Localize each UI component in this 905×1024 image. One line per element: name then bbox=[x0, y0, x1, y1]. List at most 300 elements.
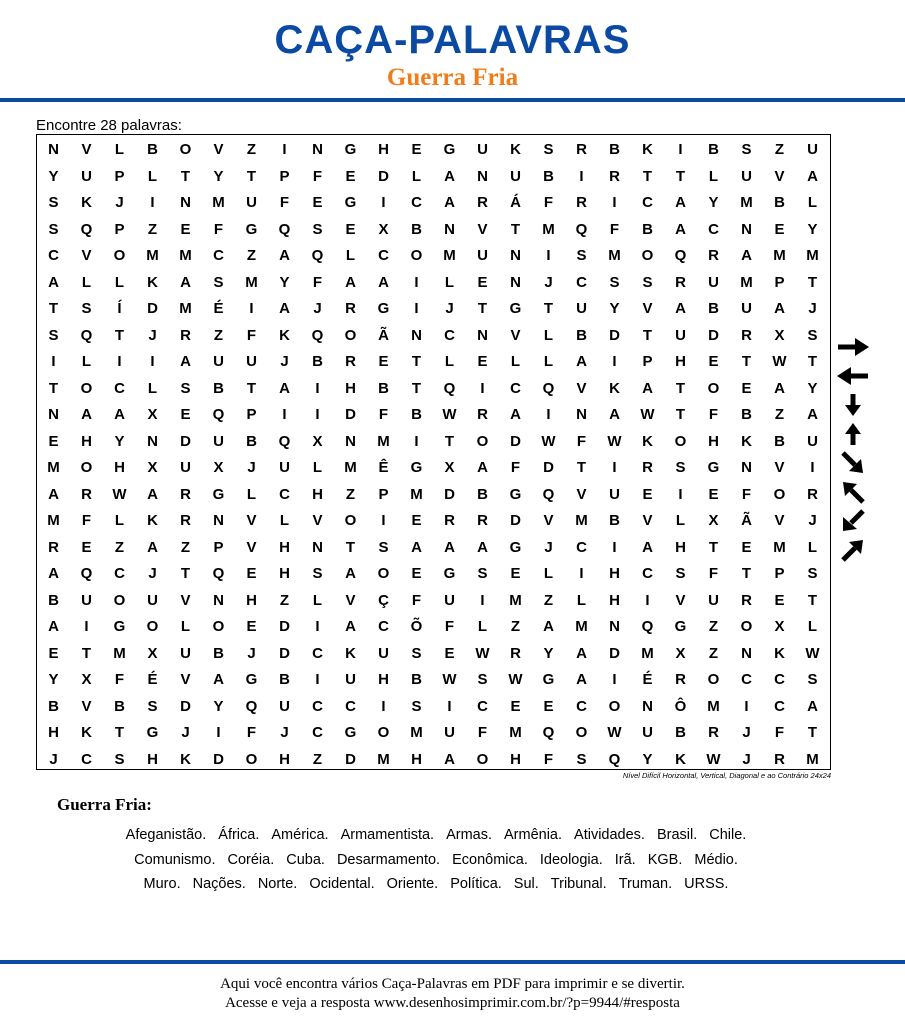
grid-cell: U bbox=[807, 141, 818, 158]
grid-cell: X bbox=[213, 459, 224, 476]
grid-cell: N bbox=[147, 432, 158, 450]
grid-cell: A bbox=[774, 300, 785, 317]
grid-cell: M bbox=[806, 247, 819, 264]
grid-cell: I bbox=[150, 353, 155, 370]
grid-cell: H bbox=[48, 724, 59, 741]
grid-cell: P bbox=[246, 406, 257, 423]
grid-cell: M bbox=[146, 247, 159, 264]
grid-cell: N bbox=[411, 326, 422, 344]
grid-cell: E bbox=[81, 538, 92, 556]
grid-cell: H bbox=[279, 538, 290, 556]
grid-cell: Q bbox=[311, 247, 324, 264]
grid-cell: A bbox=[642, 538, 653, 556]
grid-cell: N bbox=[510, 247, 521, 264]
grid-cell: F bbox=[411, 591, 422, 609]
grid-cell: M bbox=[443, 247, 456, 264]
grid-cell: A bbox=[774, 379, 785, 397]
word-list-item: Comunismo. bbox=[134, 851, 216, 868]
grid-cell: F bbox=[312, 273, 323, 291]
grid-cell: I bbox=[744, 697, 749, 715]
grid-cell: P bbox=[642, 353, 653, 370]
grid-cell: Z bbox=[114, 538, 125, 556]
grid-cell: I bbox=[315, 671, 320, 688]
grid-cell: N bbox=[741, 459, 752, 476]
grid-cell: E bbox=[246, 565, 257, 582]
grid-cell: B bbox=[312, 353, 323, 370]
grid-cell: D bbox=[279, 618, 290, 635]
grid-cell: L bbox=[444, 273, 455, 291]
grid-cell: E bbox=[48, 644, 59, 662]
grid-cell: L bbox=[246, 485, 257, 503]
grid-cell: J bbox=[808, 300, 817, 317]
grid-cell: T bbox=[246, 379, 257, 397]
grid-cell: B bbox=[675, 724, 686, 741]
grid-cell: M bbox=[47, 459, 60, 476]
grid-cell: V bbox=[543, 512, 554, 529]
grid-cell: R bbox=[576, 141, 587, 158]
grid-cell: T bbox=[642, 167, 653, 185]
grid-cell: S bbox=[807, 326, 818, 344]
grid-cell: X bbox=[81, 671, 92, 688]
grid-cell: J bbox=[148, 565, 157, 582]
grid-cell: H bbox=[81, 432, 92, 450]
grid-cell: B bbox=[213, 379, 224, 397]
word-list-item: Médio. bbox=[694, 851, 738, 868]
grid-cell: Z bbox=[246, 247, 257, 264]
grid-cell: E bbox=[708, 485, 719, 503]
grid-cell: T bbox=[675, 406, 686, 423]
grid-cell: D bbox=[510, 512, 521, 529]
grid-cell: I bbox=[579, 167, 584, 185]
grid-cell: I bbox=[579, 565, 584, 582]
grid-cell: I bbox=[282, 141, 287, 158]
grid-cell: L bbox=[510, 353, 521, 370]
grid-cell: O bbox=[377, 565, 390, 582]
grid-cell: I bbox=[51, 353, 56, 370]
grid-cell: Q bbox=[80, 565, 93, 582]
grid-cell: Ã bbox=[741, 512, 752, 529]
grid-cell: I bbox=[480, 379, 485, 397]
grid-cell: I bbox=[612, 353, 617, 370]
grid-cell: A bbox=[477, 459, 488, 476]
grid-cell: J bbox=[181, 724, 190, 741]
grid-cell: L bbox=[81, 273, 92, 291]
grid-cell: P bbox=[114, 220, 125, 238]
grid-cell: S bbox=[378, 538, 389, 556]
grid-cell: C bbox=[378, 247, 389, 264]
grid-cell: I bbox=[381, 697, 386, 715]
word-list-item: Armênia. bbox=[504, 827, 563, 843]
grid-cell: S bbox=[48, 220, 59, 238]
grid-cell: L bbox=[543, 353, 554, 370]
grid-cell: Q bbox=[608, 750, 621, 768]
grid-cell: R bbox=[477, 406, 488, 423]
grid-cell: R bbox=[180, 326, 191, 344]
grid-cell: I bbox=[84, 618, 89, 635]
grid-cell: Y bbox=[543, 644, 554, 662]
grid-cell: K bbox=[675, 750, 686, 768]
grid-cell: A bbox=[576, 671, 587, 688]
grid-cell: M bbox=[608, 247, 621, 264]
grid-cell: G bbox=[245, 220, 258, 238]
grid-cell: L bbox=[444, 353, 455, 370]
grid-cell: R bbox=[642, 459, 653, 476]
grid-cell: K bbox=[147, 512, 158, 529]
grid-cell: G bbox=[212, 485, 225, 503]
arrow-up-icon bbox=[835, 422, 871, 446]
grid-cell: B bbox=[48, 591, 59, 609]
grid-cell: C bbox=[48, 247, 59, 264]
grid-cell: U bbox=[444, 591, 455, 609]
grid-cell: U bbox=[807, 432, 818, 450]
header-divider bbox=[0, 98, 905, 102]
grid-cell: B bbox=[411, 406, 422, 423]
grid-cell: V bbox=[81, 697, 92, 715]
grid-cell: Z bbox=[312, 750, 323, 768]
grid-cell: R bbox=[708, 247, 719, 264]
grid-cell: Y bbox=[279, 273, 290, 291]
grid-cell: B bbox=[378, 379, 389, 397]
grid-cell: A bbox=[807, 167, 818, 185]
grid-cell: E bbox=[642, 485, 653, 503]
grid-cell: M bbox=[509, 724, 522, 741]
grid-cell: O bbox=[707, 379, 720, 397]
grid-cell: S bbox=[477, 671, 488, 688]
grid-cell: F bbox=[609, 220, 620, 238]
grid-cell: B bbox=[576, 326, 587, 344]
grid-cell: W bbox=[607, 724, 622, 741]
grid-cell: C bbox=[741, 671, 752, 688]
word-list-item: Cuba. bbox=[286, 851, 325, 868]
grid-cell: H bbox=[675, 353, 686, 370]
grid-cell: A bbox=[213, 671, 224, 688]
grid-cell: S bbox=[147, 697, 158, 715]
grid-cell: S bbox=[807, 671, 818, 688]
word-list-item: Atividades. bbox=[574, 827, 645, 843]
grid-cell: Q bbox=[212, 565, 225, 582]
grid-cell: O bbox=[773, 485, 786, 503]
grid-cell: T bbox=[807, 273, 818, 291]
grid-cell: Y bbox=[807, 379, 818, 397]
grid-cell: B bbox=[774, 194, 785, 211]
grid-cell: F bbox=[510, 459, 521, 476]
grid-cell: H bbox=[345, 379, 356, 397]
grid-cell: I bbox=[150, 194, 155, 211]
grid-cell: S bbox=[48, 194, 59, 211]
grid-cell: O bbox=[575, 724, 588, 741]
grid-cell: D bbox=[180, 432, 191, 450]
grid-cell: U bbox=[576, 300, 587, 317]
grid-cell: A bbox=[741, 247, 752, 264]
grid-cell: V bbox=[774, 512, 785, 529]
grid-cell: S bbox=[741, 141, 752, 158]
grid-cell: V bbox=[576, 485, 587, 503]
grid-cell: C bbox=[576, 697, 587, 715]
grid-cell: N bbox=[48, 141, 59, 158]
grid-cell: E bbox=[708, 353, 719, 370]
grid-cell: U bbox=[477, 141, 488, 158]
grid-cell: J bbox=[742, 750, 751, 768]
grid-cell: Ô bbox=[674, 697, 687, 715]
grid-cell: O bbox=[410, 247, 423, 264]
grid-cell: M bbox=[641, 644, 654, 662]
word-list-title: Guerra Fria: bbox=[57, 795, 152, 814]
grid-cell: Q bbox=[542, 485, 555, 503]
grid-cell: R bbox=[510, 644, 521, 662]
grid-cell: E bbox=[774, 591, 785, 609]
grid-cell: C bbox=[642, 565, 653, 582]
grid-cell: N bbox=[576, 406, 587, 423]
grid-cell: A bbox=[378, 273, 389, 291]
grid-cell: N bbox=[477, 167, 488, 185]
grid-cell: X bbox=[312, 432, 323, 450]
grid-cell: Y bbox=[642, 750, 653, 768]
grid-cell: O bbox=[674, 432, 687, 450]
grid-cell: A bbox=[345, 618, 356, 635]
grid-cell: F bbox=[114, 671, 125, 688]
grid-cell: P bbox=[213, 538, 224, 556]
grid-cell: G bbox=[146, 724, 159, 741]
grid-cell: D bbox=[444, 485, 455, 503]
grid-cell: T bbox=[180, 565, 191, 582]
word-list-item: Ideologia. bbox=[539, 851, 603, 868]
grid-cell: V bbox=[576, 379, 587, 397]
grid-cell: T bbox=[411, 379, 422, 397]
grid-cell: C bbox=[345, 697, 356, 715]
grid-cell: Z bbox=[774, 141, 785, 158]
grid-cell: G bbox=[344, 194, 357, 211]
grid-cell: U bbox=[510, 167, 521, 185]
grid-cell: V bbox=[675, 591, 686, 609]
grid-cell: A bbox=[609, 406, 620, 423]
grid-cell: T bbox=[807, 724, 818, 741]
grid-cell: A bbox=[807, 697, 818, 715]
grid-cell: Z bbox=[510, 618, 521, 635]
arrow-down-right-icon bbox=[835, 451, 871, 475]
grid-cell: A bbox=[444, 750, 455, 768]
grid-cell: S bbox=[411, 697, 422, 715]
grid-cell: É bbox=[642, 671, 653, 688]
grid-cell: G bbox=[509, 538, 522, 556]
grid-cell: V bbox=[642, 512, 653, 529]
grid-cell: K bbox=[642, 141, 653, 158]
grid-cell: F bbox=[741, 485, 752, 503]
grid-cell: R bbox=[180, 485, 191, 503]
page-subtitle: Guerra Fria bbox=[386, 64, 519, 91]
grid-cell: U bbox=[279, 459, 290, 476]
grid-cell: Q bbox=[443, 379, 456, 397]
grid-cell: E bbox=[48, 432, 59, 450]
grid-cell: T bbox=[510, 220, 521, 238]
grid-cell: E bbox=[345, 220, 356, 238]
footer bbox=[0, 975, 905, 1012]
grid-cell: J bbox=[544, 538, 553, 556]
grid-cell: O bbox=[146, 618, 159, 635]
grid-cell: E bbox=[510, 697, 521, 715]
grid-cell: F bbox=[543, 194, 554, 211]
grid-cell: N bbox=[642, 697, 653, 715]
grid-cell: H bbox=[246, 591, 257, 609]
grid-cell: C bbox=[312, 644, 323, 662]
grid-cell: R bbox=[81, 485, 92, 503]
grid-cell: Q bbox=[278, 432, 291, 450]
grid-cell: M bbox=[377, 750, 390, 768]
grid-cell: J bbox=[313, 300, 322, 317]
grid-cell: I bbox=[810, 459, 815, 476]
grid-cell: T bbox=[114, 724, 125, 741]
grid-cell: E bbox=[510, 565, 521, 582]
grid-cell: P bbox=[378, 485, 389, 503]
grid-cell: T bbox=[246, 167, 257, 185]
grid-cell: R bbox=[741, 326, 752, 344]
grid-cell: C bbox=[279, 485, 290, 503]
grid-cell: B bbox=[48, 697, 59, 715]
grid-cell: A bbox=[81, 406, 92, 423]
grid-cell: F bbox=[213, 220, 224, 238]
grid-cell: E bbox=[378, 353, 389, 370]
grid-cell: A bbox=[675, 220, 686, 238]
grid-cell: S bbox=[114, 750, 125, 768]
grid-cell: C bbox=[774, 697, 785, 715]
grid-cell: G bbox=[245, 671, 258, 688]
grid-cell: V bbox=[246, 538, 257, 556]
grid-cell: Y bbox=[807, 220, 818, 238]
grid-cell: S bbox=[48, 326, 59, 344]
grid-cell: T bbox=[741, 353, 752, 370]
grid-cell: J bbox=[445, 300, 454, 317]
grid-cell: X bbox=[675, 644, 686, 662]
grid-cell: J bbox=[742, 724, 751, 741]
grid-cell: U bbox=[246, 194, 257, 211]
grid-cell: B bbox=[609, 512, 620, 529]
grid-cell: G bbox=[113, 618, 126, 635]
grid-cell: X bbox=[774, 326, 785, 344]
grid-cell: T bbox=[807, 353, 818, 370]
page-title: CAÇA-PALAVRAS bbox=[274, 18, 631, 62]
grid-cell: V bbox=[774, 167, 785, 185]
grid-cell: K bbox=[642, 432, 653, 450]
arrow-up-left-icon bbox=[835, 480, 871, 504]
grid-cell: E bbox=[774, 220, 785, 238]
grid-cell: I bbox=[612, 671, 617, 688]
grid-cell: O bbox=[608, 697, 621, 715]
grid-cell: T bbox=[48, 379, 59, 397]
grid-cell: A bbox=[48, 618, 59, 635]
footer-line-2: Acesse e veja a resposta www.desenhosimprimir.com.br/?p=9944/#resposta bbox=[225, 994, 680, 1011]
grid-cell: Z bbox=[279, 591, 290, 609]
grid-cell: L bbox=[477, 618, 488, 635]
grid-cell: C bbox=[576, 538, 587, 556]
grid-cell: V bbox=[81, 247, 92, 264]
grid-cell: I bbox=[612, 194, 617, 211]
grid-cell: R bbox=[444, 512, 455, 529]
grid-cell: N bbox=[609, 618, 620, 635]
grid-cell: C bbox=[81, 750, 92, 768]
grid-cell: C bbox=[642, 194, 653, 211]
grid-cell: V bbox=[642, 300, 653, 317]
grid-cell: H bbox=[279, 750, 290, 768]
word-list-item: Oriente. bbox=[386, 876, 439, 892]
grid-cell: B bbox=[741, 406, 752, 423]
grid-cell: F bbox=[576, 432, 587, 450]
grid-cell: O bbox=[740, 618, 753, 635]
grid-cell: E bbox=[741, 379, 752, 397]
grid-cell: I bbox=[546, 406, 551, 423]
grid-cell: I bbox=[216, 724, 221, 741]
grid-cell: U bbox=[708, 273, 719, 291]
word-list-item: África. bbox=[218, 827, 260, 843]
grid-cell: S bbox=[81, 300, 92, 317]
grid-cell: T bbox=[114, 326, 125, 344]
grid-cell: A bbox=[444, 194, 455, 211]
grid-cell: N bbox=[312, 141, 323, 158]
arrow-down-icon bbox=[835, 393, 871, 417]
grid-cell: M bbox=[245, 273, 258, 291]
word-list-item: Truman. bbox=[618, 876, 673, 892]
grid-cell: H bbox=[114, 459, 125, 476]
grid-cell: G bbox=[410, 459, 423, 476]
grid-cell: U bbox=[741, 167, 752, 185]
grid-cell: X bbox=[444, 459, 455, 476]
grid-cell: R bbox=[609, 167, 620, 185]
grid-cell: L bbox=[114, 512, 125, 529]
grid-cell: A bbox=[345, 273, 356, 291]
grid-cell: O bbox=[212, 618, 225, 635]
grid-cell: O bbox=[113, 591, 126, 609]
grid-cell: É bbox=[147, 671, 158, 688]
grid-cell: U bbox=[246, 353, 257, 370]
word-list-item: Armas. bbox=[446, 827, 492, 843]
grid-cell: A bbox=[510, 406, 521, 423]
grid-cell: L bbox=[345, 247, 356, 264]
grid-cell: V bbox=[246, 512, 257, 529]
grid-cell: B bbox=[114, 697, 125, 715]
grid-cell: I bbox=[381, 194, 386, 211]
grid-cell: Q bbox=[245, 697, 258, 715]
grid-cell: F bbox=[543, 750, 554, 768]
grid-cell: T bbox=[675, 167, 686, 185]
grid-cell: Y bbox=[609, 300, 620, 317]
grid-cell: L bbox=[411, 167, 422, 185]
grid-cell: O bbox=[80, 379, 93, 397]
grid-cell: U bbox=[444, 724, 455, 741]
grid-cell: B bbox=[609, 141, 620, 158]
grid-cell: R bbox=[708, 724, 719, 741]
grid-cell: U bbox=[213, 353, 224, 370]
grid-cell: T bbox=[345, 538, 356, 556]
grid-cell: E bbox=[312, 194, 323, 211]
grid-cell: F bbox=[312, 167, 323, 185]
grid-cell: I bbox=[612, 538, 617, 556]
grid-cell: Ç bbox=[378, 591, 389, 609]
footer-line-1: Aqui você encontra vários Caça-Palavras em PDF para imprimir e se divertir. bbox=[220, 976, 685, 992]
grid-cell: T bbox=[411, 353, 422, 370]
grid-cell: D bbox=[213, 750, 224, 768]
grid-cell: S bbox=[477, 565, 488, 582]
grid-cell: T bbox=[741, 565, 752, 582]
grid-cell: Z bbox=[774, 406, 785, 423]
grid-cell: W bbox=[607, 432, 622, 450]
word-list-item: KGB. bbox=[647, 851, 683, 868]
grid-cell: Í bbox=[117, 300, 122, 317]
grid-cell: H bbox=[708, 432, 719, 450]
grid-cell: W bbox=[772, 353, 787, 370]
grid-cell: H bbox=[675, 538, 686, 556]
level-note: Nível Difícil Horizontal, Vertical, Diagonal e ao Contrário 24x24 bbox=[622, 771, 831, 780]
grid-cell: R bbox=[741, 591, 752, 609]
grid-cell: I bbox=[414, 300, 419, 317]
grid-cell: M bbox=[542, 220, 555, 238]
